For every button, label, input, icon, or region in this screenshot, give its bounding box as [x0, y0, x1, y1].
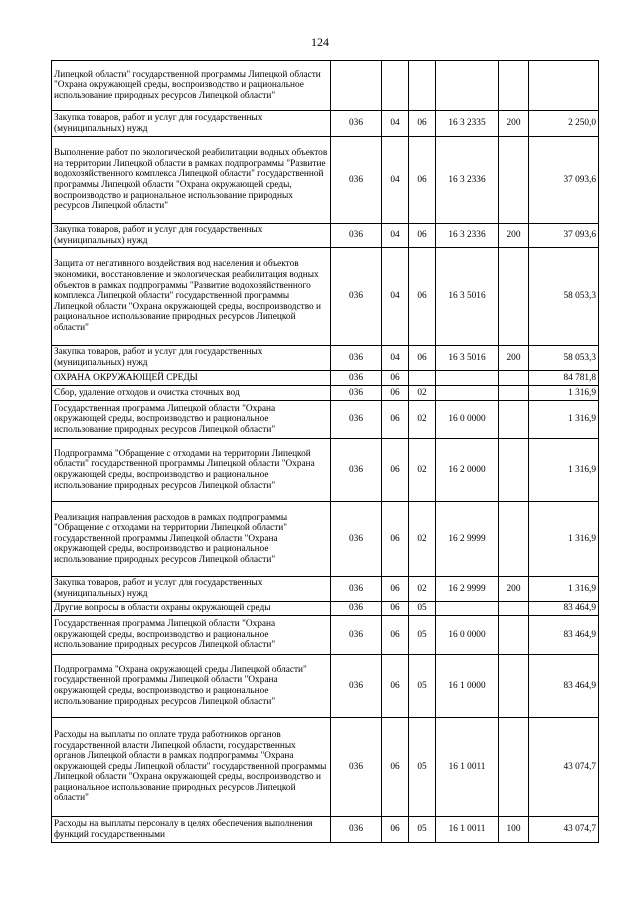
row-section: 04: [382, 346, 409, 371]
row-target-article: [436, 602, 499, 616]
table-row: [52, 371, 599, 386]
table-row: [52, 346, 599, 371]
row-amount: 37 093,6: [529, 224, 599, 248]
row-section: 06: [382, 655, 409, 718]
row-section: 04: [382, 248, 409, 346]
row-subsection: 06: [409, 111, 436, 137]
row-amount: [529, 61, 599, 111]
row-expense-type: [499, 386, 529, 401]
row-expense-type: [499, 401, 529, 439]
row-amount: 58 053,3: [529, 248, 599, 346]
row-grbs: 036: [331, 111, 382, 137]
row-grbs: 036: [331, 577, 382, 602]
row-amount: 1 316,9: [529, 439, 599, 502]
table-row: [52, 401, 599, 439]
row-name: Закупка товаров, работ и услуг для государственных (муниципальных) нужд: [52, 577, 331, 602]
row-name: Подпрограмма "Обращение с отходами на территории Липецкой области" государственной программы Липецкой области "Охрана окружающей среды, воспроизводство и рациональное использование природных ресурсов Липецкой области": [52, 439, 331, 502]
row-expense-type: [499, 61, 529, 111]
row-name: Расходы на выплаты по оплате труда работников органов государственной власти Липецкой области, государственных органов Липецкой области в рамках подпрограммы "Охрана окружающей среды Липецкой области" государственной программы Липецкой области "Охрана окружающей среды, воспроизводство и рациональное использование природных ресурсов Липецкой области": [52, 718, 331, 817]
table-row: [52, 224, 599, 248]
row-amount: 58 053,3: [529, 346, 599, 371]
row-amount: 2 250,0: [529, 111, 599, 137]
row-name: Другие вопросы в области охраны окружающей среды: [52, 602, 331, 616]
row-subsection: [409, 61, 436, 111]
row-target-article: [436, 386, 499, 401]
row-section: 06: [382, 439, 409, 502]
row-name: Расходы на выплаты персоналу в целях обеспечения выполнения функций государственными: [52, 817, 331, 843]
row-name: Сбор, удаление отходов и очистка сточных вод: [52, 386, 331, 401]
row-name: Липецкой области" государственной программы Липецкой области "Охрана окружающей среды, воспроизводство и рациональное использование природных ресурсов Липецкой области": [52, 61, 331, 111]
row-grbs: 036: [331, 401, 382, 439]
row-target-article: 16 3 5016: [436, 248, 499, 346]
row-section: 06: [382, 371, 409, 386]
row-subsection: 02: [409, 386, 436, 401]
row-target-article: 16 2 9999: [436, 577, 499, 602]
row-target-article: 16 2 0000: [436, 439, 499, 502]
row-name: Государственная программа Липецкой области "Охрана окружающей среды, воспроизводство и рациональное использование природных ресурсов Липецкой области": [52, 616, 331, 655]
row-subsection: 05: [409, 602, 436, 616]
table-row: [52, 248, 599, 346]
row-amount: 1 316,9: [529, 577, 599, 602]
page-number: 124: [311, 35, 329, 49]
row-expense-type: [499, 602, 529, 616]
row-subsection: [409, 371, 436, 386]
row-grbs: 036: [331, 346, 382, 371]
row-name: Закупка товаров, работ и услуг для государственных (муниципальных) нужд: [52, 346, 331, 371]
row-subsection: 06: [409, 137, 436, 224]
row-grbs: 036: [331, 248, 382, 346]
row-grbs: 036: [331, 386, 382, 401]
row-section: 04: [382, 224, 409, 248]
row-subsection: 05: [409, 817, 436, 843]
row-section: 04: [382, 111, 409, 137]
row-grbs: [331, 61, 382, 111]
row-grbs: 036: [331, 137, 382, 224]
row-grbs: 036: [331, 616, 382, 655]
row-target-article: [436, 371, 499, 386]
row-name: ОХРАНА ОКРУЖАЮЩЕЙ СРЕДЫ: [52, 371, 331, 386]
table-row: [52, 602, 599, 616]
table-row: [52, 61, 599, 111]
row-expense-type: [499, 502, 529, 577]
row-subsection: 02: [409, 577, 436, 602]
row-amount: 84 781,8: [529, 371, 599, 386]
row-subsection: 05: [409, 616, 436, 655]
table-row: [52, 655, 599, 718]
row-name: Реализация направления расходов в рамках подпрограммы "Обращение с отходами на территории Липецкой области" государственной программы Липецкой области "Охрана окружающей среды, воспроизводство и рациональное использование природных ресурсов Липецкой области": [52, 502, 331, 577]
row-expense-type: [499, 616, 529, 655]
row-target-article: 16 3 2335: [436, 111, 499, 137]
row-subsection: 06: [409, 248, 436, 346]
row-subsection: 06: [409, 224, 436, 248]
row-expense-type: 200: [499, 577, 529, 602]
table-row: [52, 817, 599, 843]
row-target-article: 16 0 0000: [436, 401, 499, 439]
row-subsection: 06: [409, 346, 436, 371]
row-subsection: 05: [409, 655, 436, 718]
row-target-article: 16 3 5016: [436, 346, 499, 371]
table-row: [52, 577, 599, 602]
row-expense-type: 200: [499, 224, 529, 248]
row-target-article: 16 2 9999: [436, 502, 499, 577]
row-expense-type: 100: [499, 817, 529, 843]
row-subsection: 02: [409, 401, 436, 439]
row-name: Подпрограмма "Охрана окружающей среды Липецкой области" государственной программы Липецкой области "Охрана окружающей среды, воспроизводство и рациональное использование природных ресурсов Липецкой области": [52, 655, 331, 718]
row-expense-type: [499, 655, 529, 718]
row-name: Выполнение работ по экологической реабилитации водных объектов на территории Липецкой области в рамках подпрограммы "Развитие водохозяйственного комплекса Липецкой области" государственной программы Липецкой области "Охрана окружающей среды, воспроизводство и рациональное использование природных ресурсов Липецкой области": [52, 137, 331, 224]
table-row: [52, 718, 599, 817]
row-amount: 83 464,9: [529, 655, 599, 718]
row-grbs: 036: [331, 371, 382, 386]
row-section: 04: [382, 137, 409, 224]
row-target-article: 16 1 0000: [436, 655, 499, 718]
row-grbs: 036: [331, 718, 382, 817]
row-expense-type: [499, 371, 529, 386]
row-target-article: 16 1 0011: [436, 817, 499, 843]
row-name: Закупка товаров, работ и услуг для государственных (муниципальных) нужд: [52, 111, 331, 137]
row-amount: 37 093,6: [529, 137, 599, 224]
row-amount: 1 316,9: [529, 502, 599, 577]
row-expense-type: 200: [499, 111, 529, 137]
row-target-article: 16 1 0011: [436, 718, 499, 817]
row-expense-type: [499, 439, 529, 502]
table-row: [52, 502, 599, 577]
table-row: [52, 137, 599, 224]
row-expense-type: 200: [499, 346, 529, 371]
row-expense-type: [499, 137, 529, 224]
row-amount: 43 074,7: [529, 718, 599, 817]
table-row: [52, 439, 599, 502]
row-target-article: 16 3 2336: [436, 137, 499, 224]
row-section: 06: [382, 502, 409, 577]
row-name: Государственная программа Липецкой области "Охрана окружающей среды, воспроизводство и рациональное использование природных ресурсов Липецкой области": [52, 401, 331, 439]
budget-table: [51, 60, 599, 843]
row-name: Закупка товаров, работ и услуг для государственных (муниципальных) нужд: [52, 224, 331, 248]
row-section: 06: [382, 577, 409, 602]
row-subsection: 02: [409, 502, 436, 577]
row-section: 06: [382, 817, 409, 843]
row-subsection: 02: [409, 439, 436, 502]
row-grbs: 036: [331, 602, 382, 616]
row-target-article: 16 3 2336: [436, 224, 499, 248]
row-amount: 1 316,9: [529, 386, 599, 401]
row-grbs: 036: [331, 655, 382, 718]
row-amount: 1 316,9: [529, 401, 599, 439]
table-row: [52, 616, 599, 655]
row-expense-type: [499, 248, 529, 346]
row-section: 06: [382, 616, 409, 655]
row-grbs: 036: [331, 439, 382, 502]
row-amount: 83 464,9: [529, 602, 599, 616]
row-grbs: 036: [331, 817, 382, 843]
row-section: 06: [382, 718, 409, 817]
row-section: 06: [382, 602, 409, 616]
row-amount: 83 464,9: [529, 616, 599, 655]
row-amount: 43 074,7: [529, 817, 599, 843]
row-target-article: 16 0 0000: [436, 616, 499, 655]
row-subsection: 05: [409, 718, 436, 817]
row-expense-type: [499, 718, 529, 817]
row-target-article: [436, 61, 499, 111]
row-name: Защита от негативного воздействия вод населения и объектов экономики, восстановление и экологическая реабилитация водных объектов в рамках подпрограммы "Развитие водохозяйственного комплекса Липецкой области" государственной программы Липецкой области "Охрана окружающей среды, воспроизводство и рациональное использование природных ресурсов Липецкой области": [52, 248, 331, 346]
table-row: [52, 111, 599, 137]
row-section: [382, 61, 409, 111]
row-section: 06: [382, 401, 409, 439]
table-row: [52, 386, 599, 401]
row-grbs: 036: [331, 224, 382, 248]
row-grbs: 036: [331, 502, 382, 577]
row-section: 06: [382, 386, 409, 401]
